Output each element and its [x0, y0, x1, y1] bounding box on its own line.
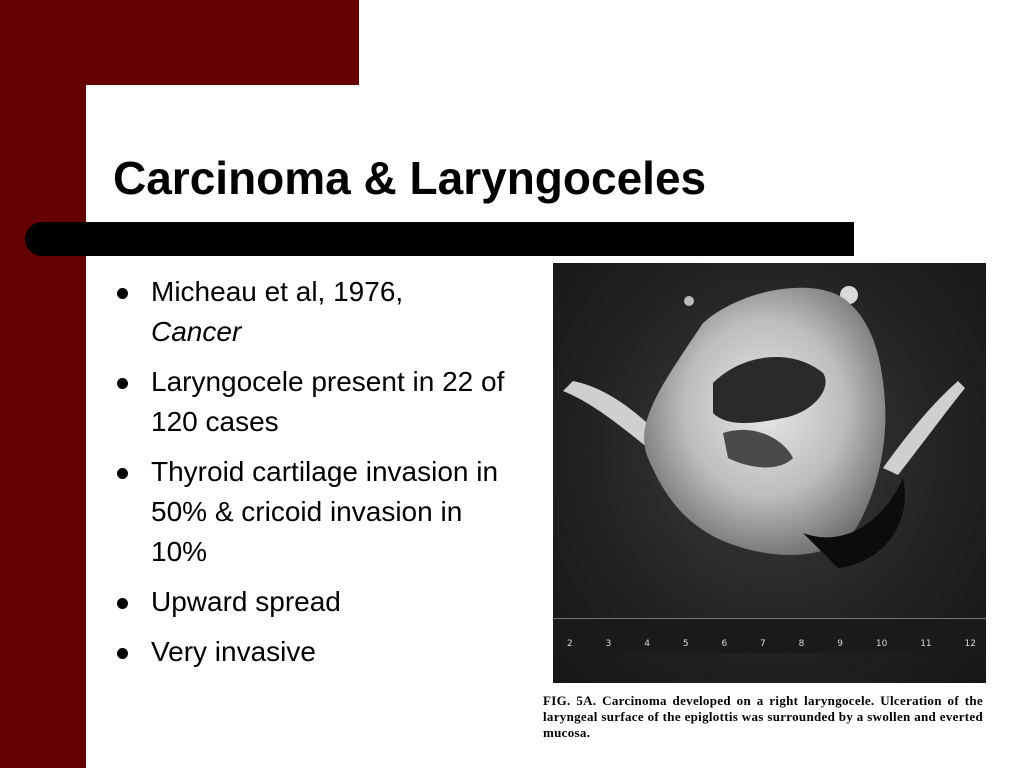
bullet-dot-icon [117, 378, 128, 389]
bullet-dot-icon [117, 598, 128, 609]
bullet-item [113, 362, 513, 442]
bullet-item [113, 452, 513, 572]
ruler-number: 7 [760, 639, 766, 649]
bullet-text: Thyroid cartilage invasion in 50% & cricoid invasion in 10% [151, 456, 499, 567]
left-maroon-band [0, 0, 86, 768]
measurement-ruler [553, 618, 986, 653]
ruler-number: 12 [964, 639, 976, 649]
title-underline-bar [25, 222, 854, 256]
bullet-text: Very invasive [151, 636, 316, 667]
bullet-text: Upward spread [151, 586, 341, 617]
ruler-number: 11 [920, 639, 932, 649]
bullet-list [113, 272, 513, 682]
bullet-citation: Cancer [151, 316, 242, 347]
figure-caption: FIG. 5A. Carcinoma developed on a right laryngocele. Ulceration of the laryngeal surface of the epiglottis was surrounded by a swollen and everted mucosa. [543, 693, 983, 740]
specimen-photo [553, 263, 986, 683]
top-maroon-band [0, 0, 359, 85]
ruler-number: 10 [875, 639, 888, 649]
bullet-dot-icon [117, 468, 128, 479]
ruler-number: 2 [567, 639, 573, 649]
bullet-text: Micheau et al, 1976, [151, 276, 404, 307]
ruler-number: 6 [721, 639, 728, 649]
ruler-number: 4 [644, 639, 650, 649]
ruler-number: 5 [682, 639, 689, 649]
bullet-text: Laryngocele present in 22 of 120 cases [151, 366, 505, 437]
bullet-item [113, 632, 513, 672]
ruler-number: 9 [837, 639, 843, 649]
bullet-item [113, 582, 513, 622]
bullet-item [113, 272, 513, 352]
ruler-number: 3 [605, 639, 612, 649]
bullet-dot-icon [117, 288, 128, 299]
slide-title: Carcinoma & Laryngoceles [113, 152, 707, 204]
ruler-number: 8 [798, 639, 805, 649]
content-panel-corner [86, 85, 146, 145]
ruler-numbers [567, 639, 976, 649]
bullet-dot-icon [117, 648, 128, 659]
